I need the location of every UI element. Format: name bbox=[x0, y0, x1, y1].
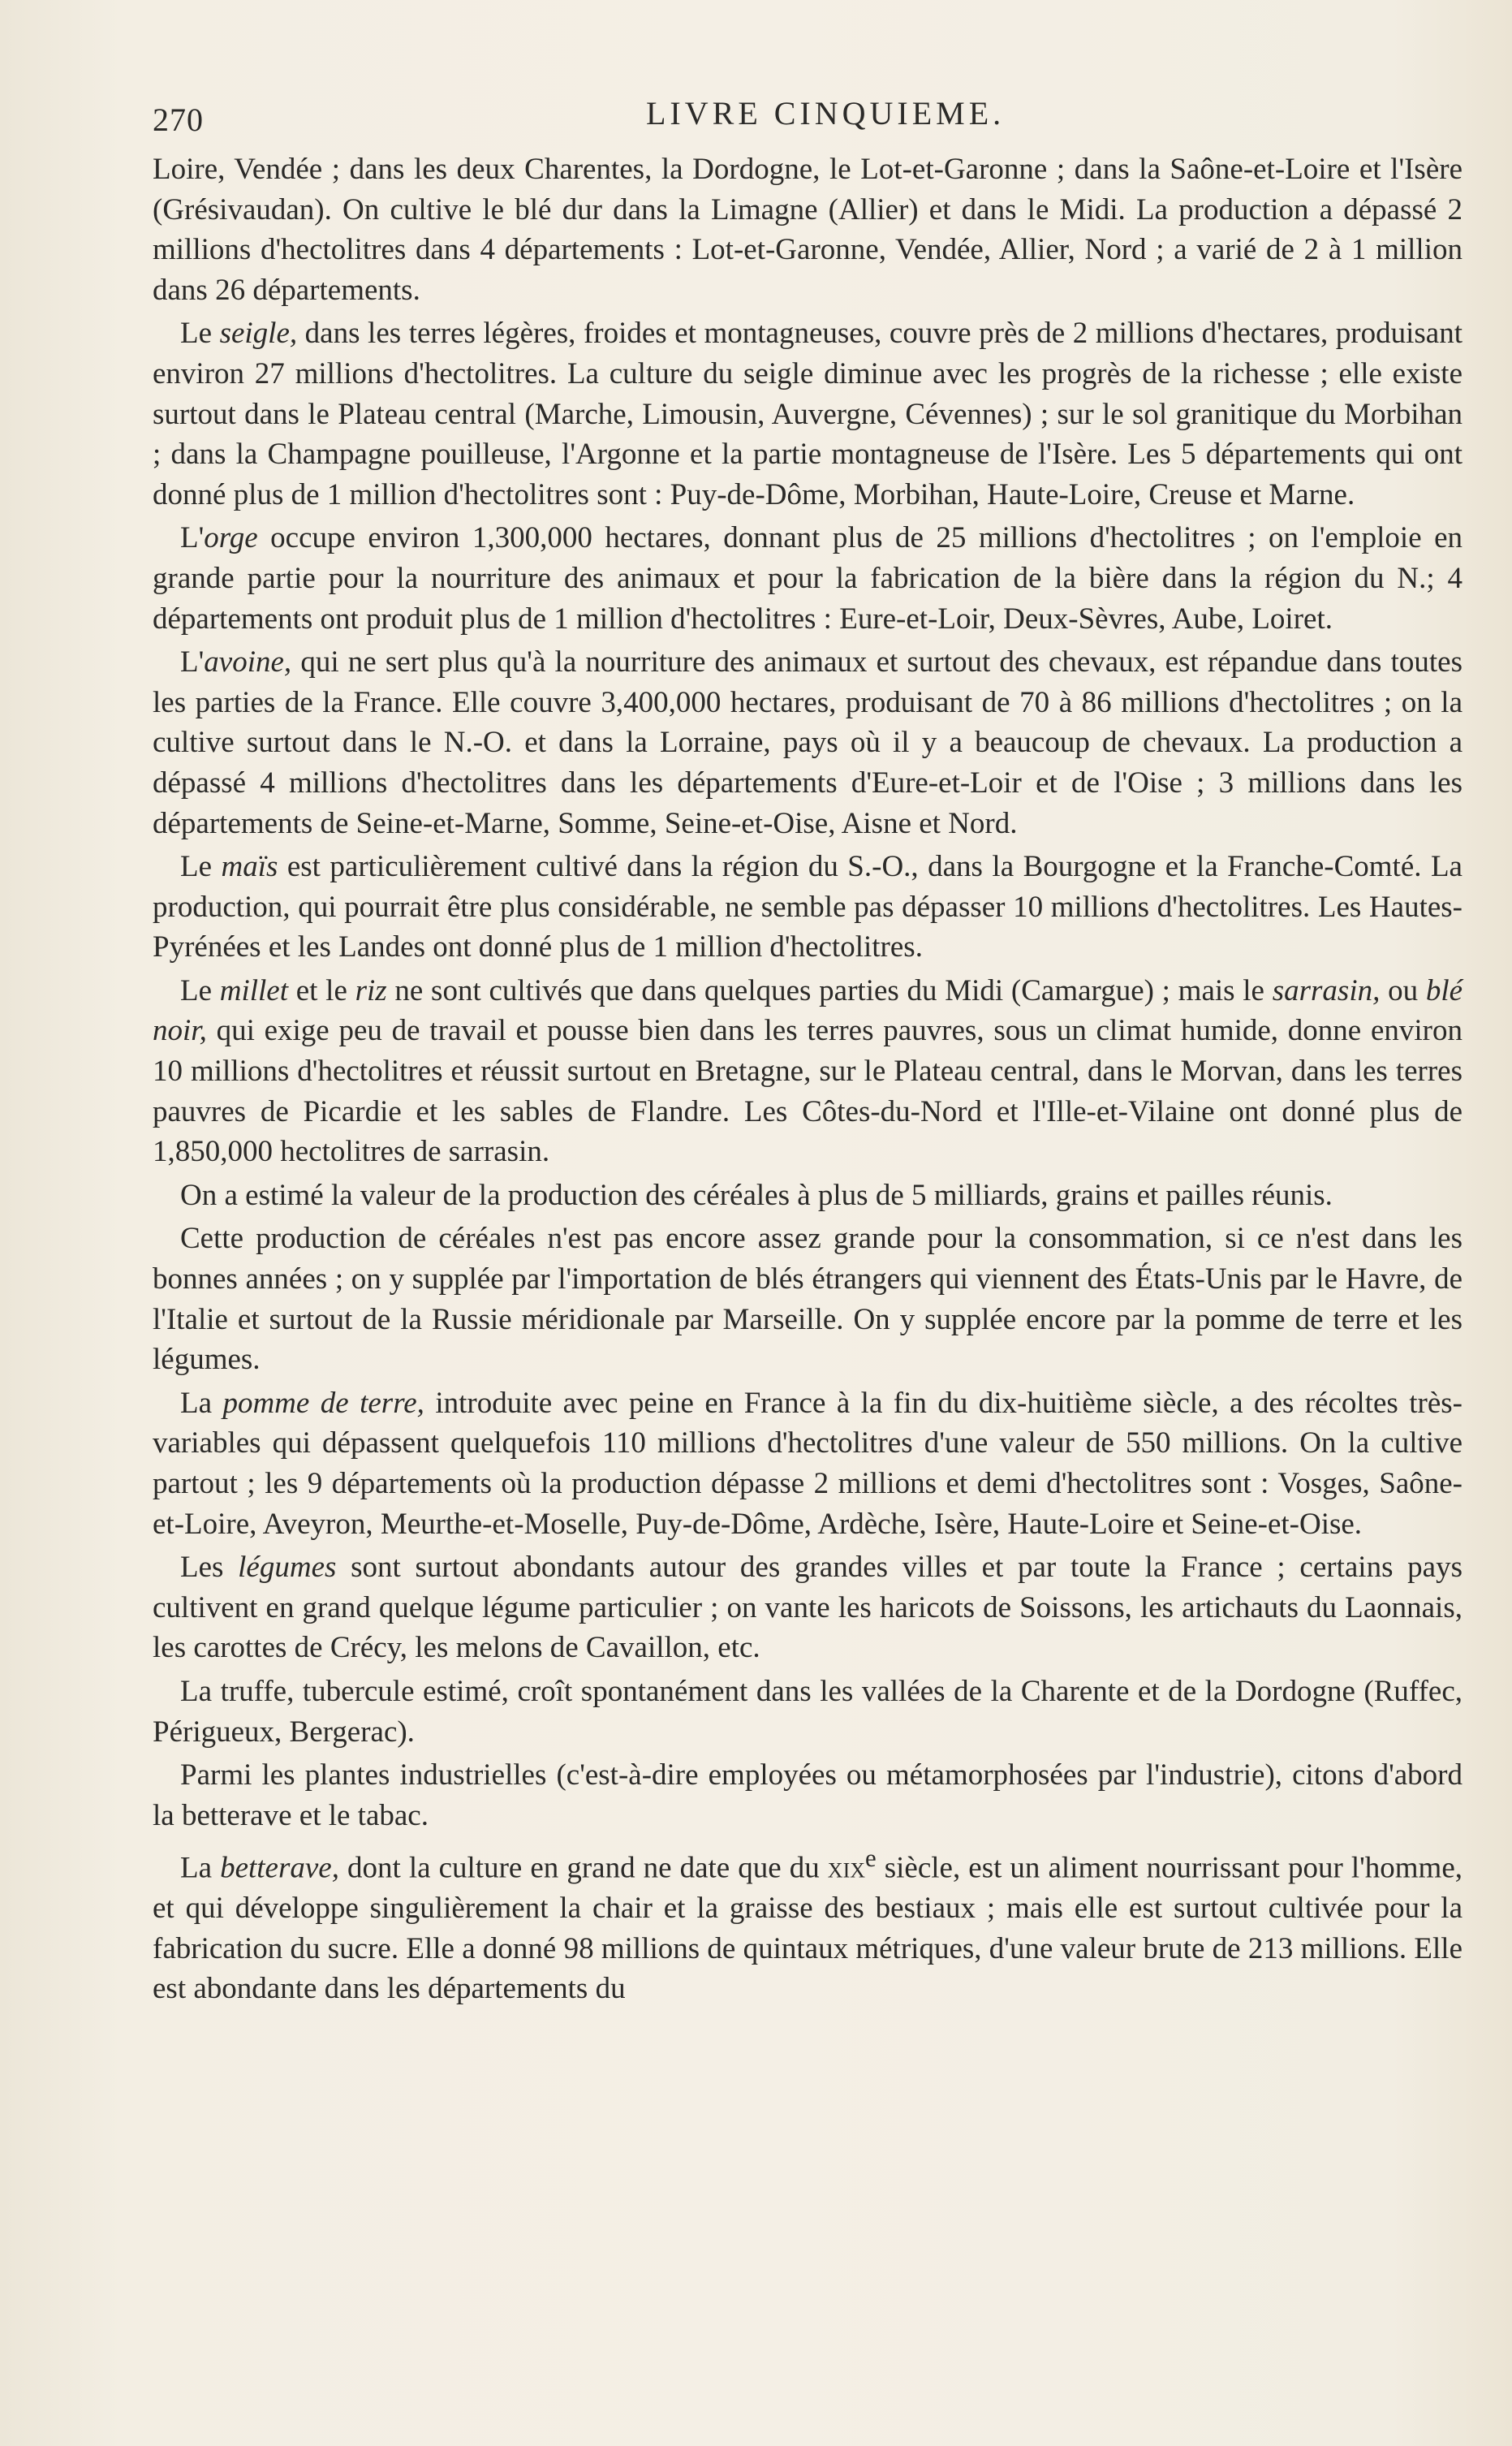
paragraph-avoine: L'avoine, qui ne sert plus qu'à la nourriture des animaux et surtout des chevaux, est répandue dans toutes les parties de la France. Elle couvre 3,400,000 hectares, produisant de 70 à 86 millions d'hectolitres ; on la cultive surtout dans le N.-O. et dans la Lorraine, pays où il y a beaucoup de chevaux. La production a dépassé 4 millions d'hectolitres dans les départements d'Eure-et-Loir et de l'Oise ; 3 millions dans les départements de Seine-et-Marne, Somme, Seine-et-Oise, Aisne et Nord. bbox=[153, 645, 1462, 840]
paragraph-1: Loire, Vendée ; dans les deux Charentes, la Dordogne, le Lot-et-Garonne ; dans la Saône-et-Loire et l'Isère (Grésivaudan). On cultive le blé dur dans la Limagne (Allier) et dans le Midi. La production a dépassé 2 millions d'hectolitres dans 4 départements : Lot-et-Garonne, Vendée, Allier, Nord ; a varié de 2 à 1 million dans 26 départements. bbox=[153, 153, 1462, 307]
paragraph-plantes-industrielles: Parmi les plantes industrielles (c'est-à-dire employées ou métamorphosées par l'industrie), citons d'abord la betterave et le tabac. bbox=[153, 1758, 1462, 1832]
body-text bbox=[153, 149, 1462, 2012]
term-legumes: légumes bbox=[238, 1551, 337, 1585]
term-pomme-de-terre: pomme de terre, bbox=[222, 1386, 424, 1420]
paragraph-cereales-valeur: On a estimé la valeur de la production des céréales à plus de 5 milliards, grains et pailles réunis. bbox=[180, 1178, 1333, 1212]
term-riz: riz bbox=[355, 973, 387, 1007]
paragraph-truffe: La truffe, tubercule estimé, croît spontanément dans les vallées de la Charente et de la Dordogne (Ruffec, Périgueux, Bergerac). bbox=[153, 1674, 1462, 1749]
page-header bbox=[153, 94, 1467, 138]
paragraph-mais: Le maïs est particulièrement cultivé dans la région du S.-O., dans la Bourgogne et la Franche-Comté. La production, qui pourrait être plus considérable, ne semble pas dépasser 10 millions d'hectolitres. Les Hautes-Pyrénées et les Landes ont donné plus de 1 million d'hectolitres. bbox=[153, 850, 1462, 964]
term-betterave: betterave, bbox=[220, 1851, 339, 1885]
term-avoine: avoine, bbox=[204, 645, 292, 679]
running-title: LIVRE CINQUIEME. bbox=[646, 95, 1006, 132]
century-numeral: xix bbox=[827, 1851, 866, 1885]
term-millet: millet bbox=[219, 973, 289, 1007]
term-mais: maïs bbox=[221, 850, 278, 884]
term-orge: orge bbox=[204, 521, 258, 555]
paragraph-orge: L'orge occupe environ 1,300,000 hectares, donnant plus de 25 millions d'hectolitres ; on l'emploie en grande partie pour la nourriture des animaux et pour la fabrication de la bière dans la région du N.; 4 départements ont produit plus de 1 million d'hectolitres : Eure-et-Loir, Deux-Sèvres, Aube, Loiret. bbox=[153, 521, 1462, 636]
paragraph-importation: Cette production de céréales n'est pas encore assez grande pour la consommation, si ce n'est dans les bonnes années ; on y supplée par l'importation de blés étrangers qui viennent des États-Unis par le Havre, de l'Italie et surtout de la Russie méridionale par Marseille. On y supplée encore par la pomme de terre et les légumes. bbox=[153, 1222, 1462, 1377]
paragraph-seigle: Le seigle, dans les terres légères, froides et montagneuses, couvre près de 2 millions d'hectares, produisant environ 27 millions d'hectolitres. La culture du seigle diminue avec les progrès de la richesse ; elle existe surtout dans le Plateau central (Marche, Limousin, Auvergne, Cévennes) ; sur le sol granitique du Morbihan ; dans la Champagne pouilleuse, l'Argonne et la partie montagneuse de l'Isère. Les 5 départements qui ont donné plus de 1 million d'hectolitres sont : Puy-de-Dôme, Morbihan, Haute-Loire, Creuse et Marne. bbox=[153, 317, 1463, 511]
term-ble-noir: blé noir, bbox=[153, 973, 1463, 1048]
paragraph-pomme-de-terre: La pomme de terre, introduite avec peine en France à la fin du dix-huitième siècle, a des récoltes très-variables qui dépassent quelquefois 110 millions d'hectolitres d'une valeur de 550 millions. On la cultive partout ; les 9 départements où la production dépasse 2 millions et demi d'hectolitres sont : Vosges, Saône-et-Loire, Aveyron, Meurthe-et-Moselle, Puy-de-Dôme, Ardèche, Isère, Haute-Loire et Seine-et-Oise. bbox=[153, 1386, 1462, 1541]
page-number: 270 bbox=[153, 101, 204, 138]
paragraph-legumes: Les légumes sont surtout abondants autour des grandes villes et par toute la France ; certains pays cultivent en grand quelque légume particulier ; on vante les haricots de Soissons, les artichauts du Laonnais, les carottes de Crécy, les melons de Cavaillon, etc. bbox=[153, 1551, 1462, 1665]
term-sarrasin: sarrasin, bbox=[1272, 973, 1381, 1007]
term-seigle: seigle, bbox=[219, 317, 298, 351]
paragraph-betterave: La betterave, dont la culture en grand ne date que du xix$^e$ siècle, est un aliment nourrissant pour l'homme, et qui développe singulièrement la chair et la graisse des bestiaux ; mais elle est surtout cultivée pour la fabrication du sucre. Elle a donné 98 millions de quintaux métriques, d'une valeur brute de 213 millions. Elle est abondante dans les départements du bbox=[153, 1844, 1462, 2006]
century-superscript: e bbox=[865, 1844, 877, 1873]
paragraph-millet: Le millet et le riz ne sont cultivés que dans quelques parties du Midi (Camargue) ; mais le sarrasin, ou blé noir, qui exige peu de travail et pousse bien dans les terres pauvres, sous un climat humide, donne environ 10 millions d'hectolitres et réussit surtout en Bretagne, sur le Plateau central, dans le Morvan, dans les terres pauvres de Picardie et les sables de Flandre. Les Côtes-du-Nord et l'Ille-et-Vilaine ont donné plus de 1,850,000 hectolitres de sarrasin. bbox=[153, 973, 1463, 1169]
